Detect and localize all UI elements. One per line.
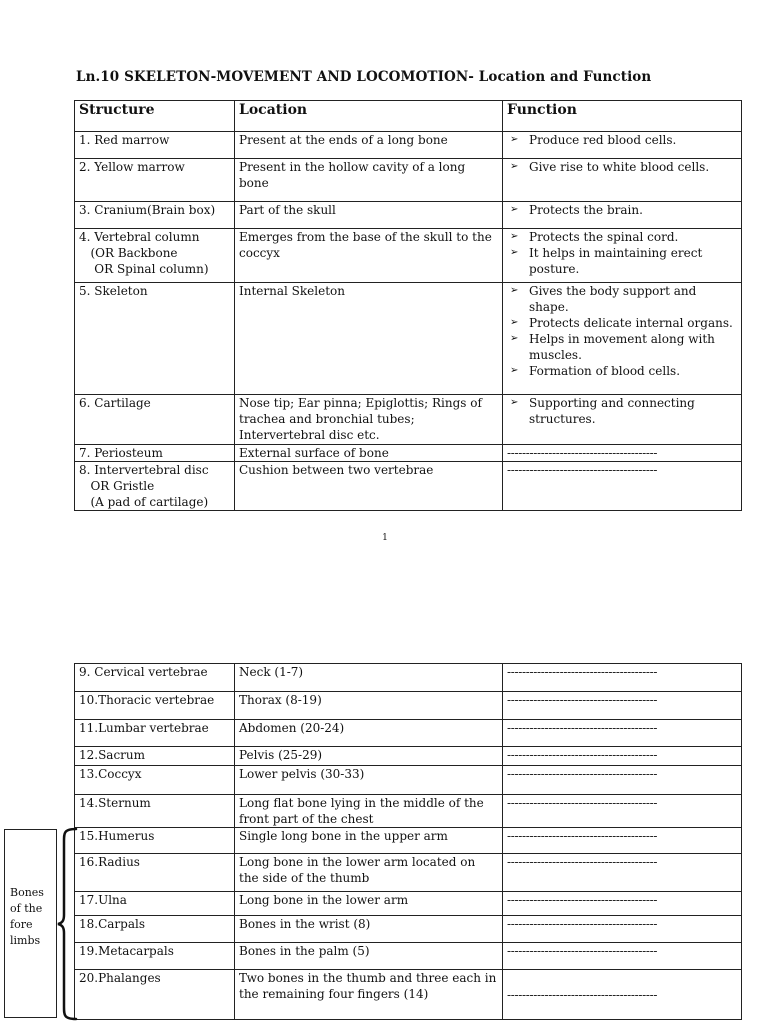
location-cell: Present at the ends of a long bone (235, 132, 503, 159)
function-cell (503, 664, 742, 692)
table-row (75, 692, 742, 720)
curly-brace-icon (56, 827, 78, 1021)
blank-answer-line: ---------------------------------------- (507, 917, 658, 931)
blank-answer-line: ---------------------------------------- (507, 748, 658, 762)
table-row (75, 229, 742, 283)
location-cell: Long bone in the lower arm located on the side of the thumb (235, 854, 503, 892)
table-row (75, 916, 742, 943)
table-row (75, 766, 742, 795)
table-row (75, 720, 742, 747)
location-cell: Neck (1-7) (235, 664, 503, 692)
blank-answer-line: ---------------------------------------- (507, 988, 658, 1002)
location-cell: Thorax (8-19) (235, 692, 503, 720)
blank-answer-line: ---------------------------------------- (507, 665, 658, 679)
function-item: ➢ It helps in maintaining erect posture. (507, 245, 737, 277)
function-cell (503, 892, 742, 916)
function-cell (503, 854, 742, 892)
structure-cell: 5. Skeleton (75, 283, 235, 395)
function-item: ➢ Gives the body support and shape. (507, 283, 737, 315)
function-item: ➢ Protects delicate internal organs. (507, 315, 737, 331)
table-row (75, 970, 742, 1020)
table-row (75, 159, 742, 202)
function-cell (503, 970, 742, 1020)
table-row (75, 854, 742, 892)
function-cell (503, 766, 742, 795)
location-cell: Pelvis (25-29) (235, 747, 503, 766)
function-cell (503, 283, 742, 395)
structure-cell: 15.Humerus (75, 828, 235, 854)
structure-table-part-1 (74, 100, 742, 511)
function-cell (503, 916, 742, 943)
location-cell: Two bones in the thumb and three each in the remaining four fingers (14) (235, 970, 503, 1020)
fore-limb-bones-label: Bones of the fore limbs (10, 886, 44, 947)
page-title: Ln.10 SKELETON-MOVEMENT AND LOCOMOTION- Location and Function (76, 69, 652, 85)
table-row (75, 747, 742, 766)
table-row (75, 943, 742, 970)
function-cell (503, 692, 742, 720)
table-row (75, 664, 742, 692)
structure-cell: 12.Sacrum (75, 747, 235, 766)
function-cell (503, 795, 742, 828)
blank-answer-line: ---------------------------------------- (507, 446, 658, 460)
location-cell: Long bone in the lower arm (235, 892, 503, 916)
structure-cell: 18.Carpals (75, 916, 235, 943)
function-item: ➢ Protects the spinal cord. (507, 229, 737, 245)
table-row (75, 892, 742, 916)
function-item: ➢ Produce red blood cells. (507, 132, 737, 148)
function-item: ➢ Helps in movement along with muscles. (507, 331, 737, 363)
structure-cell: 16.Radius (75, 854, 235, 892)
table-row (75, 795, 742, 828)
function-cell (503, 747, 742, 766)
function-cell (503, 202, 742, 229)
blank-answer-line: ---------------------------------------- (507, 767, 658, 781)
function-item: ➢ Formation of blood cells. (507, 363, 737, 379)
table-row (75, 828, 742, 854)
blank-answer-line: ---------------------------------------- (507, 893, 658, 907)
function-cell (503, 462, 742, 511)
structure-cell: 1. Red marrow (75, 132, 235, 159)
function-cell (503, 720, 742, 747)
function-cell (503, 943, 742, 970)
header-function: Function (503, 101, 742, 132)
location-cell: Internal Skeleton (235, 283, 503, 395)
structure-cell: 14.Sternum (75, 795, 235, 828)
structure-cell: 3. Cranium(Brain box) (75, 202, 235, 229)
page-number: 1 (382, 533, 388, 543)
function-cell (503, 159, 742, 202)
structure-cell: 11.Lumbar vertebrae (75, 720, 235, 747)
location-cell: Present in the hollow cavity of a long bone (235, 159, 503, 202)
blank-answer-line: ---------------------------------------- (507, 463, 658, 477)
blank-answer-line: ---------------------------------------- (507, 944, 658, 958)
function-cell (503, 229, 742, 283)
structure-table-part-2 (74, 663, 742, 1020)
location-cell: Single long bone in the upper arm (235, 828, 503, 854)
location-cell: Bones in the palm (5) (235, 943, 503, 970)
structure-cell: 19.Metacarpals (75, 943, 235, 970)
function-cell (503, 828, 742, 854)
structure-cell: 20.Phalanges (75, 970, 235, 1020)
function-item: ➢ Supporting and connecting structures. (507, 395, 737, 427)
location-cell: Bones in the wrist (8) (235, 916, 503, 943)
structure-cell: 17.Ulna (75, 892, 235, 916)
structure-cell: 9. Cervical vertebrae (75, 664, 235, 692)
structure-cell: 4. Vertebral column (OR Backbone OR Spinal column) (75, 229, 235, 283)
location-cell: Nose tip; Ear pinna; Epiglottis; Rings of trachea and bronchial tubes; Intervertebral disc etc. (235, 395, 503, 445)
location-cell: Abdomen (20-24) (235, 720, 503, 747)
structure-cell: 6. Cartilage (75, 395, 235, 445)
location-cell: Lower pelvis (30-33) (235, 766, 503, 795)
blank-answer-line: ---------------------------------------- (507, 855, 658, 869)
function-cell (503, 445, 742, 462)
structure-cell: 13.Coccyx (75, 766, 235, 795)
blank-answer-line: ---------------------------------------- (507, 829, 658, 843)
table-row (75, 132, 742, 159)
function-item: ➢ Give rise to white blood cells. (507, 159, 737, 175)
location-cell: Cushion between two vertebrae (235, 462, 503, 511)
table-row (75, 202, 742, 229)
table-row (75, 395, 742, 445)
blank-answer-line: ---------------------------------------- (507, 693, 658, 707)
function-cell (503, 132, 742, 159)
structure-cell: 7. Periosteum (75, 445, 235, 462)
blank-answer-line: ---------------------------------------- (507, 796, 658, 810)
location-cell: Emerges from the base of the skull to the coccyx (235, 229, 503, 283)
function-cell (503, 395, 742, 445)
structure-cell: 8. Intervertebral disc OR Gristle (A pad of cartilage) (75, 462, 235, 511)
table-row (75, 462, 742, 511)
location-cell: Part of the skull (235, 202, 503, 229)
structure-cell: 2. Yellow marrow (75, 159, 235, 202)
structure-cell: 10.Thoracic vertebrae (75, 692, 235, 720)
location-cell: External surface of bone (235, 445, 503, 462)
table-row (75, 445, 742, 462)
blank-answer-line: ---------------------------------------- (507, 721, 658, 735)
location-cell: Long flat bone lying in the middle of the front part of the chest (235, 795, 503, 828)
header-location: Location (235, 101, 503, 132)
table-row (75, 283, 742, 395)
function-item: ➢ Protects the brain. (507, 202, 737, 218)
header-structure: Structure (75, 101, 235, 132)
